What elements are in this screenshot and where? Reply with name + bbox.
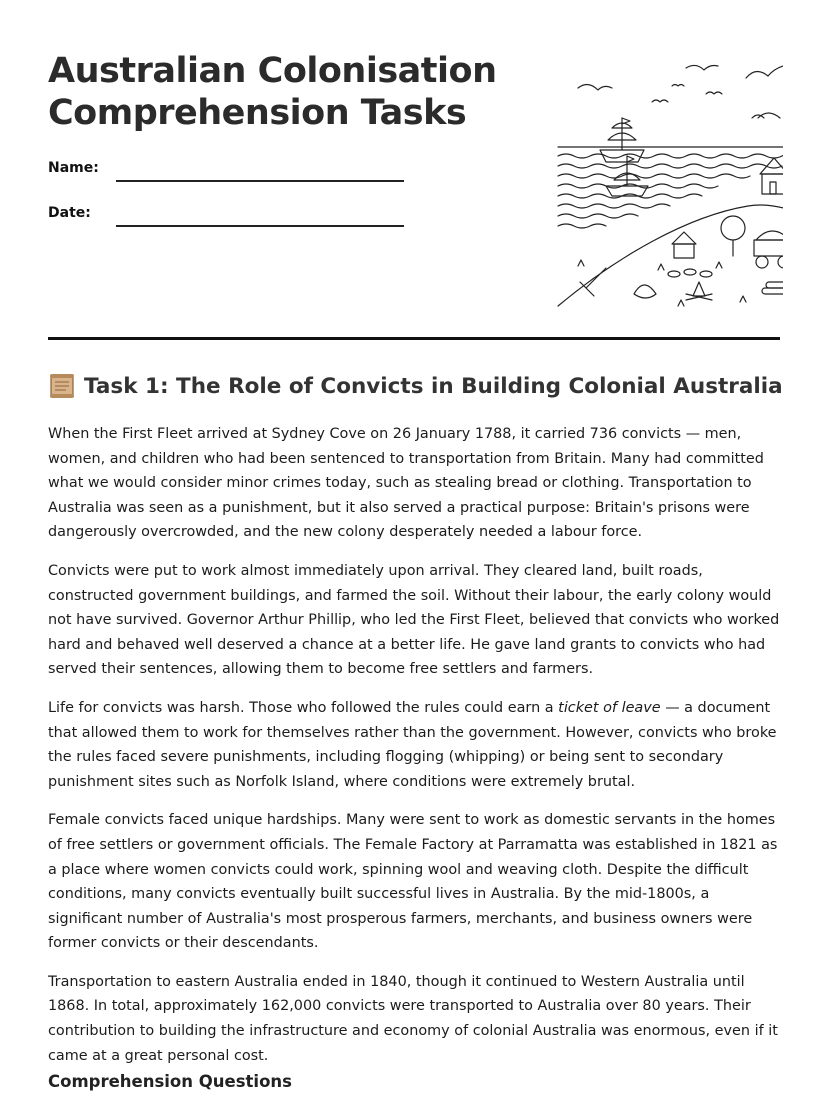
comprehension-questions-heading: Comprehension Questions (48, 1072, 292, 1091)
name-label: Name: (48, 160, 99, 176)
scroll-icon (48, 372, 76, 400)
ticket-of-leave-term: ticket of leave (558, 699, 661, 716)
date-label: Date: (48, 205, 91, 221)
task-1-heading-text: Task 1: The Role of Convicts in Building Colonial Australia (84, 373, 783, 399)
paragraph-1: When the First Fleet arrived at Sydney Cove on 26 January 1788, it carried 736 convicts — men, women, and children who had been sentenced to transportation from Britain. Many had committed what we would consider minor crimes today, such as stealing bread or clothing. Transportation to Australia was seen as a punishment, but it also served a practical purpose: Britain's prisons were dangerously overcrowded, and the new colony desperately needed a labour force. (48, 426, 764, 541)
name-field-line[interactable] (116, 180, 404, 182)
colonial-coast-scene-illustration (508, 56, 783, 314)
header-divider (48, 337, 780, 340)
date-field-line[interactable] (116, 225, 404, 227)
paragraph-5: Transportation to eastern Australia ended in 1840, though it continued to Western Australia until 1868. In total, approximately 162,000 convicts were transported to Australia over 80 years. Their contribution to building the infrastructure and economy of colonial Australia was enormous, even if it came at a great personal cost. (48, 973, 778, 1064)
paragraph-2: Convicts were put to work almost immediately upon arrival. They cleared land, built roads, constructed government buildings, and farmed the soil. Without their labour, the early colony would not have survived. Governor Arthur Phillip, who led the First Fleet, believed that convicts who worked hard and behaved well deserved a chance at a better life. He gave land grants to convicts who had served their sentences, allowing them to become free settlers and farmers. (48, 562, 780, 678)
paragraph-4: Female convicts faced unique hardships. Many were sent to work as domestic servants in the homes of free settlers or government officials. The Female Factory at Parramatta was established in 1821 as a place where women convicts could work, spinning wool and weaving cloth. Despite the difficult conditions, many convicts eventually built successful lives in Australia. By the mid-1800s, a significant number of Australia's most prosperous farmers, merchants, and business owners were former convicts or their descendants. (48, 812, 778, 952)
paragraph-3 (48, 696, 780, 794)
worksheet-header (48, 0, 780, 340)
title-line-1: Australian Colonisation (48, 51, 497, 91)
task-1-reading (48, 422, 780, 1082)
task-1-heading (48, 372, 788, 400)
paragraph-3-end: — a document that allowed them to work for themselves rather than the government. However, convicts who broke the rules faced severe punishments, including flogging (whipping) or being sent to secondary punishment sites such as Norfolk Island, where conditions were extremely brutal. (48, 699, 777, 790)
title-line-2: Comprehension Tasks (48, 93, 467, 133)
paragraph-3-start: Life for convicts was harsh. Those who followed the rules could earn a (48, 699, 559, 716)
page-title (48, 50, 518, 134)
